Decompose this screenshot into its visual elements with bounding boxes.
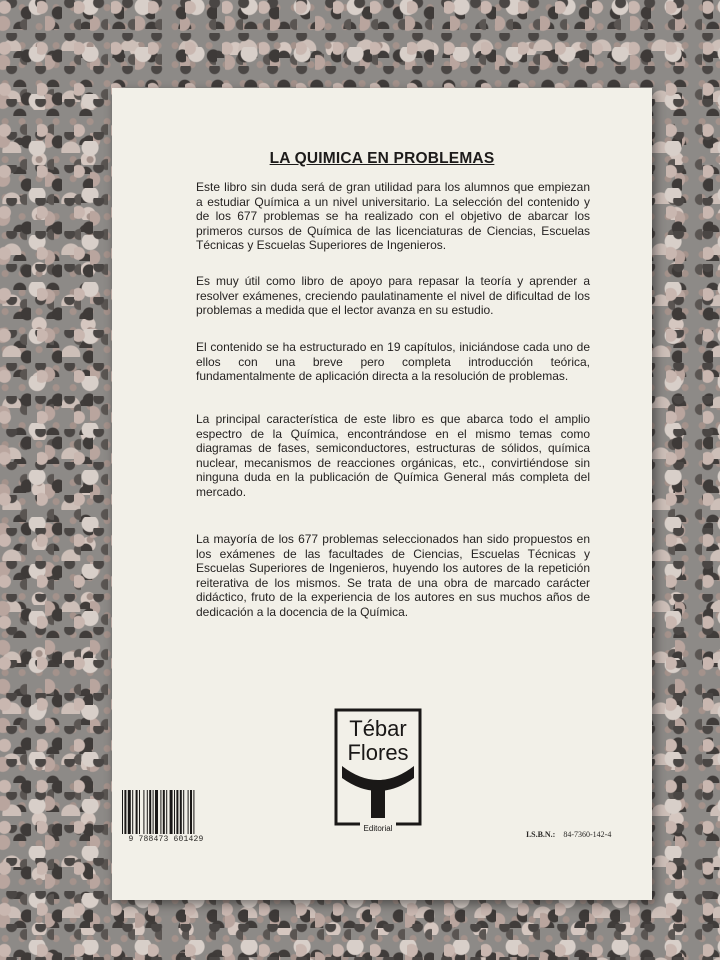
book-back-cover xyxy=(112,88,652,900)
paragraph-usefulness: Es muy útil como libro de apoyo para repasar la teoría y aprender a resolver exámenes, creciendo paulatinamente el nivel de dificultad de los problemas a medida que el lector avanza en su estudio. xyxy=(196,274,590,318)
isbn-value: 84-7360-142-4 xyxy=(563,830,612,839)
isbn-label: I.S.B.N.: xyxy=(526,830,556,839)
isbn xyxy=(526,830,611,839)
paragraph-structure: El contenido se ha estructurado en 19 capítulos, iniciándose cada uno de ellos con una breve pero completa introducción teórica, fundamentalmente de aplicación directa a la resolución de problemas. xyxy=(196,340,590,384)
publisher-logo-line1: Tébar xyxy=(349,716,407,741)
paragraph-intro: Este libro sin duda será de gran utilidad para los alumnos que empiezan a estudiar Química a un nivel universitario. La selección del contenido y de los 677 problemas se ha realizado con el objetivo de abarcar los primeros cursos de Química de las licenciaturas de Ciencias, Escuelas Técnicas y Escuelas Superiores de Ingenieros. xyxy=(196,180,590,253)
paragraph-problems: La mayoría de los 677 problemas seleccionados han sido propuestos en los exámenes de las facultades de Ciencias, Escuelas Técnicas y Escuelas Superiores de Ingenieros, huyendo los autores de la repetición reiterativa de los mismos. Se trata de una obra de marcado carácter didáctico, fruto de la experiencia de los autores en sus muchos años de dedicación a la docencia de la Química. xyxy=(196,532,590,619)
publisher-logo-sub: Editorial xyxy=(363,824,393,833)
barcode-bars xyxy=(120,790,212,834)
paragraph-scope: La principal característica de este libro es que abarca todo el amplio espectro de la Química, encontrándose en el mismo temas como diagramas de fases, semiconductores, estructuras de sólidos, química nuclear, mecanismos de reacciones orgánicas, etc., convirtiéndose sin ninguna duda en la publicación de Química General más completa del mercado. xyxy=(196,412,590,499)
barcode-digits: 9 788473 601429 xyxy=(128,835,204,844)
publisher-logo-line2: Flores xyxy=(347,740,409,765)
book-title: LA QUIMICA EN PROBLEMAS xyxy=(269,150,495,167)
publisher-logo xyxy=(334,708,422,836)
barcode xyxy=(120,790,212,848)
